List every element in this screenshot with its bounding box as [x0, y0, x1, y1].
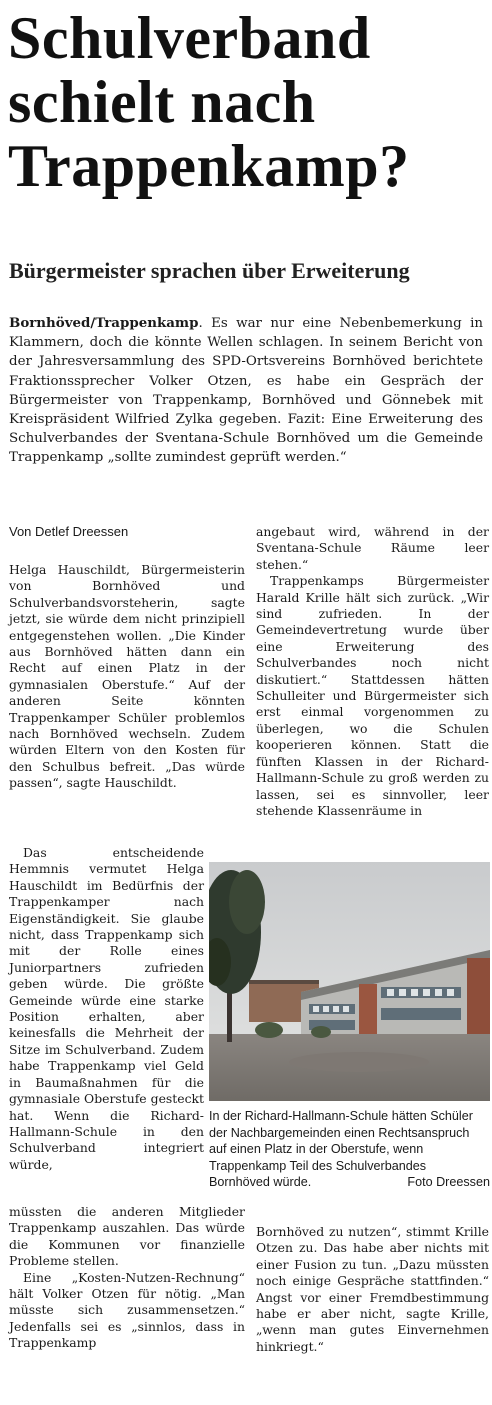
headline-line-2: schielt nach [8, 69, 316, 135]
body-paragraph-2-end: müssten die anderen Mitglieder Trappenkamp auszahlen. Das würde die Kommunen vor finanzielle Probleme stellen. [9, 1204, 245, 1269]
photo-credit: Foto Dreessen [407, 1175, 490, 1189]
headline [8, 6, 488, 198]
photo-caption: In der Richard-Hallmann-Schule hätten Schüler der Nachbargemeinden einen Rechtsanspruch auf einen Platz in der Oberstufe, wenn Trappenkamp Teil des Schulverbandes Bornhöved würde. [209, 1109, 473, 1190]
body-paragraph-3-cont: angebaut wird, während in der Sventana-Schule Räume leer stehen.“ [256, 524, 489, 572]
headline-line-1: Schulverband [8, 5, 371, 71]
lead-paragraph [9, 314, 483, 468]
column-1-top [9, 562, 245, 792]
dateline: Bornhöved/Trappenkamp [9, 315, 199, 331]
column-1-beside-photo [9, 845, 204, 1173]
byline: Von Detlef Dreessen [9, 524, 129, 539]
column-2-bottom [256, 1224, 489, 1355]
column-1-bottom [9, 1204, 245, 1352]
column-2-top [256, 524, 489, 819]
subheadline: Bürgermeister sprachen über Erweiterung [9, 258, 410, 283]
school-photo [209, 862, 490, 1101]
body-paragraph-1: Helga Hauschildt, Bürgermeisterin von Bornhöved und Schulverbandsvorsteherin, sagte jetzt, sie würde dem nicht prinzipiell entgegenstehen wollen. „Die Kinder aus Bornhöved hätten dann ein Recht auf einen Platz in der gymnasialen Oberstufe.“ Auf der anderen Seite könnten Trappenkamper Schüler problemlos nach Bornhöved wechseln. Zudem würden Eltern von den Kosten für den Schulbus befreit. „Das würde passen“, sagte Hauschildt. [9, 562, 245, 791]
lead-text: . Es war nur eine Nebenbemerkung in Klammern, doch die könnte Wellen schlagen. In seinem Bericht von der Jahresversammlung des SPD-Ortsvereins Bornhöved berichtete Fraktionssprecher Volker Otzen, es habe ein Gespräch der Bürgermeister von Trappenkamp, Bornhöved und Gönnebek mit Kreispräsident Wilfried Zylka gegeben. Fazit: Eine Erweiterung des Schulverbandes der Sventana-Schule Bornhöved um die Gemeinde Trappenkamp „sollte zumindest geprüft werden.“ [9, 316, 483, 466]
body-paragraph-2: Das entscheidende Hemmnis vermutet Helga Hauschildt im Bedürfnis der Trappenkamper nach Eigenständigkeit. Sie glaube nicht, dass Trappenkamp sich mit der Rolle eines Juniorpartners zufrieden geben würde. Die größte Gemeinde würde eine starke Position erhalten, aber keinesfalls die Mehrheit der Sitze im Schulverband. Zudem habe Trappenkamp viel Geld in Baumaßnahmen für die gymnasiale Oberstufe gesteckt hat. Wenn die Richard-Hallmann-Schule in den Schulverband integriert würde, [9, 845, 204, 1172]
body-paragraph-4-end: Bornhöved zu nutzen“, stimmt Krille Otzen zu. Das habe aber nichts mit einer Fusion zu tun. „Dazu müssten noch einige Gespräche stattfinden.“ Angst vor einer Fremdbestimmung habe er aber nicht, sagte Krille, „wenn man gutes Einvernehmen hinkriegt.“ [256, 1224, 489, 1354]
body-paragraph-4: Trappenkamps Bürgermeister Harald Krille hält sich zurück. „Wir sind zufrieden. In der Gemeindevertretung wurde über eine Erweiterung des Schulverbandes noch nicht diskutiert.“ Stattdessen hätten Schulleiter und Bürgermeister sich erst einmal vorgenommen zu überlegen, wo die Schulen kooperieren können. Statt die fünften Klassen in der Richard-Hallmann-Schule zu groß werden zu lassen, sei es sinnvoller, leer stehende Klassenräume in [256, 573, 489, 818]
headline-line-3: Trappenkamp? [8, 133, 410, 199]
school-building-image [209, 862, 490, 1101]
body-paragraph-3: Eine „Kosten-Nutzen-Rechnung“ hält Volker Otzen für nötig. „Man müsste sich zusammensetzen.“ Jedenfalls sei es „sinnlos, dass in Trappenkamp [9, 1269, 245, 1351]
